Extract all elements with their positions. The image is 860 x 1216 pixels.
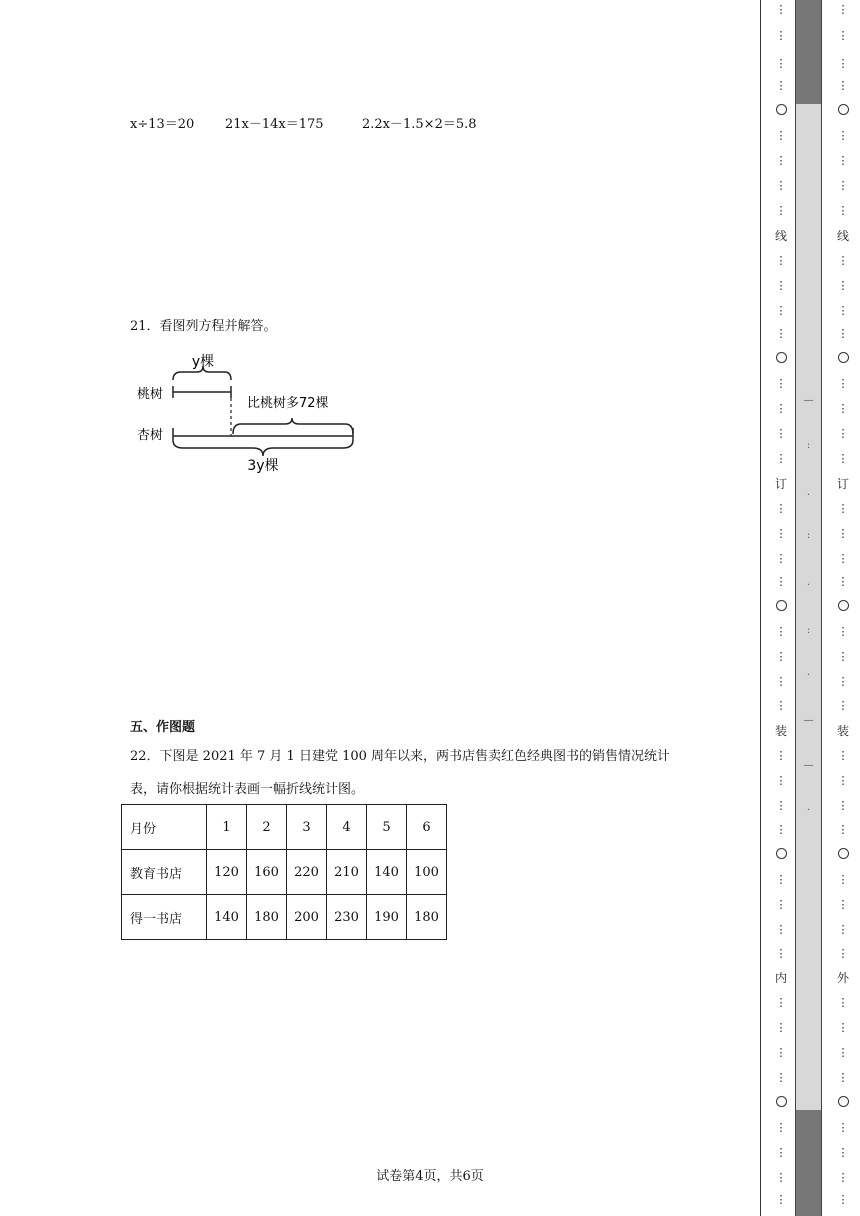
label-inside: 内 xyxy=(774,971,787,985)
extra-brace xyxy=(233,418,353,434)
strip-dark-bottom xyxy=(796,1110,821,1216)
table-cell: 得一书店 xyxy=(122,895,207,940)
strip-light-middle xyxy=(796,104,821,1110)
table-cell: 180 xyxy=(247,895,287,940)
equation-1: x÷13＝20 xyxy=(130,117,195,132)
table-cell: 180 xyxy=(407,895,447,940)
table-cell: 1 xyxy=(207,805,247,850)
table-cell: 200 xyxy=(287,895,327,940)
binding-border xyxy=(760,0,761,1216)
strip-mark: — xyxy=(803,715,814,726)
table-cell: 140 xyxy=(207,895,247,940)
question-22-line1: 22．下图是 2021 年 7 月 1 日建党 100 周年以来，两书店售卖红色经典图书的销售情况统计 xyxy=(130,749,671,764)
table-cell: 120 xyxy=(207,850,247,895)
bottom-brace-label: 3y棵 xyxy=(247,458,279,474)
circle-icon xyxy=(838,104,849,115)
circle-icon xyxy=(776,1096,787,1107)
apricot-label: 杏树 xyxy=(137,428,164,443)
strip-mark: · xyxy=(806,490,811,501)
circle-icon xyxy=(838,848,849,859)
table-cell: 190 xyxy=(367,895,407,940)
label-staple: 订 xyxy=(774,477,787,491)
table-cell: 4 xyxy=(327,805,367,850)
table-cell: 230 xyxy=(327,895,367,940)
strip-mark: · xyxy=(806,580,811,591)
equation-2: 21x－14x＝175 xyxy=(225,117,324,132)
circle-icon xyxy=(838,600,849,611)
strip-dark-top xyxy=(796,0,821,104)
outer-binding-column: ⋮ ⋮ ⋮ ⋮ ⋮ ⋮ ⋮ ⋮ 线 ⋮ ⋮ ⋮ ⋮ ⋮ ⋮ ⋮ ⋮ 订 ⋮ ⋮ ⋮ ⋮ ⋮ ⋮ ⋮ ⋮ 装 ⋮ ⋮ ⋮ ⋮ ⋮ ⋮ ⋮ ⋮ 外 ⋮ ⋮ ⋮ ⋮ ⋮ ⋮ ⋮ ⋮ xyxy=(833,0,853,1216)
table-cell: 140 xyxy=(367,850,407,895)
equation-3: 2.2x－1.5×2＝5.8 xyxy=(362,117,477,132)
table-cell: 3 xyxy=(287,805,327,850)
table-cell: 2 xyxy=(247,805,287,850)
table-cell: 100 xyxy=(407,850,447,895)
circle-icon xyxy=(838,1096,849,1107)
label-outside: 外 xyxy=(836,971,849,985)
table-cell: 月份 xyxy=(122,805,207,850)
table-cell: 6 xyxy=(407,805,447,850)
circle-icon xyxy=(776,600,787,611)
line-segment-diagram xyxy=(125,352,365,477)
strip-mark: · xyxy=(806,670,811,681)
circle-icon xyxy=(776,848,787,859)
extra-label: 比桃树多72棵 xyxy=(247,396,329,411)
strip-mark: · xyxy=(806,805,811,816)
table-row xyxy=(122,895,447,940)
circle-icon xyxy=(838,352,849,363)
inner-binding-column: ⋮ ⋮ ⋮ ⋮ ⋮ ⋮ ⋮ ⋮ 线 ⋮ ⋮ ⋮ ⋮ ⋮ ⋮ ⋮ ⋮ 订 ⋮ ⋮ ⋮ ⋮ ⋮ ⋮ ⋮ ⋮ 装 ⋮ ⋮ ⋮ ⋮ ⋮ ⋮ ⋮ ⋮ 内 ⋮ ⋮ ⋮ ⋮ ⋮ ⋮ ⋮ ⋮ xyxy=(771,0,791,1216)
top-brace-label: y棵 xyxy=(191,354,215,370)
strip-mark: : xyxy=(806,625,811,636)
label-bind: 装 xyxy=(836,724,849,738)
table-cell: 160 xyxy=(247,850,287,895)
strip-mark: — xyxy=(803,395,814,406)
table-row xyxy=(122,850,447,895)
table-header-row xyxy=(122,805,447,850)
section-title: 五、作图题 xyxy=(130,720,196,735)
table-cell: 5 xyxy=(367,805,407,850)
label-line: 线 xyxy=(836,229,849,243)
question-21-prompt: 21．看图列方程并解答。 xyxy=(130,319,277,334)
label-line: 线 xyxy=(774,229,787,243)
strip-mark: — xyxy=(803,760,814,771)
page-footer: 试卷第4页，共6页 xyxy=(376,1169,484,1184)
table-cell: 220 xyxy=(287,850,327,895)
table-cell: 教育书店 xyxy=(122,850,207,895)
circle-icon xyxy=(776,352,787,363)
question-22-line2: 表，请你根据统计表画一幅折线统计图。 xyxy=(130,782,365,797)
label-bind: 装 xyxy=(774,724,787,738)
strip-mark: : xyxy=(806,440,811,451)
bottom-brace xyxy=(173,440,353,456)
sales-table xyxy=(121,804,447,940)
peach-label: 桃树 xyxy=(137,387,164,402)
label-staple: 订 xyxy=(836,477,849,491)
table-cell: 210 xyxy=(327,850,367,895)
circle-icon xyxy=(776,104,787,115)
strip-mark: : xyxy=(806,530,811,541)
